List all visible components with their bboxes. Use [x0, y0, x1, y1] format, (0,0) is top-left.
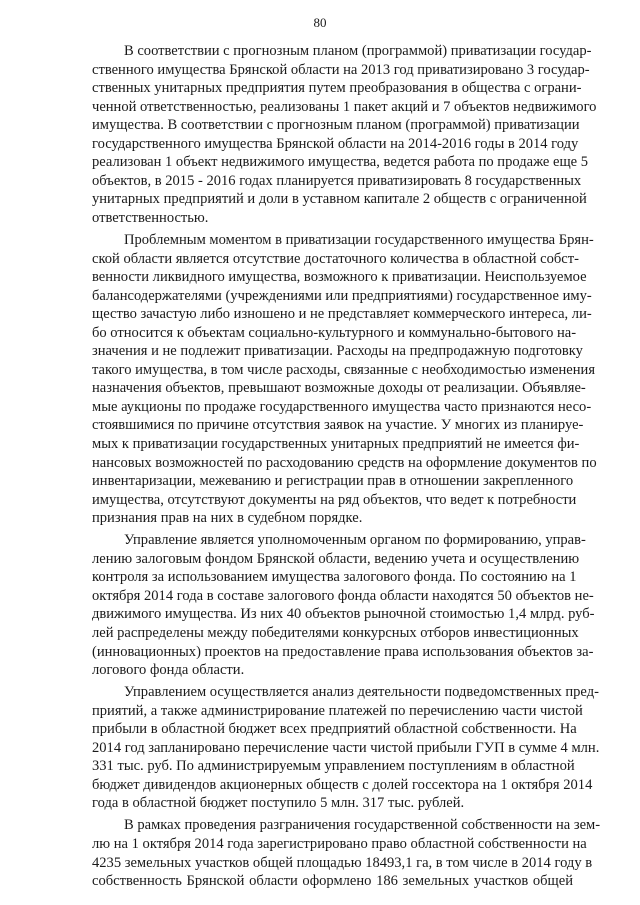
- text-line: реализован 1 объект недвижимого имущества, ведется работа по продаже еще 5: [92, 154, 589, 171]
- text-line: логового фонда области.: [92, 662, 245, 679]
- text-line: 2014 год запланировано перечисление части чистой прибыли ГУП в сумме 4 млн.: [92, 739, 600, 756]
- body-text: [92, 42, 601, 894]
- text-line: Управлением осуществляется анализ деятельности подведомственных пред-: [124, 684, 599, 701]
- text-line: приятий, а также администрирование платежей по перечислению части чистой: [92, 702, 583, 719]
- text-line: ственных унитарных предприятия путем преобразования в общества с ограни-: [92, 80, 582, 97]
- text-line: значения и не подлежит приватизации. Расходы на предпродажную подготовку: [92, 343, 583, 360]
- text-line: унитарных предприятий и доли в уставном капитале 2 обществ с ограниченной: [92, 191, 587, 208]
- paragraph-enterprise-profit: [92, 683, 600, 813]
- text-line: инвентаризации, межеванию и регистрации прав в отношении закрепленного: [92, 473, 574, 490]
- page-number: 80: [313, 15, 327, 30]
- text-line: ской области является отсутствие достаточного количества в областной собст-: [92, 250, 579, 267]
- text-line: мые аукционы по продаже государственного имущества часто признаются несо-: [92, 398, 592, 415]
- text-line: лению залоговым фондом Брянской области, ведению учета и осуществлению: [92, 550, 580, 567]
- text-line: щество зачастую либо изношено и не представляет коммерческого интереса, ли-: [92, 306, 592, 323]
- text-line: имущества, отсутствуют документы на ряд объектов, что ведет к потребности: [92, 491, 577, 508]
- text-line: В рамках проведения разграничения государственной собственности на зем-: [124, 817, 601, 834]
- text-line: мых к приватизации государственных унитарных предприятий не имеется фи-: [92, 435, 580, 452]
- text-line: года в областной бюджет поступило 5 млн. 317 тыс. рублей.: [92, 795, 465, 812]
- text-line: венности ликвидного имущества, возможного к приватизации. Неиспользуемое: [92, 269, 587, 286]
- text-line: 4235 земельных участков общей площадью 18493,1 га, в том числе в 2014 году в: [92, 854, 593, 871]
- text-line: ченной ответственностью, реализованы 1 пакет акций и 7 объектов недвижимого: [92, 98, 597, 115]
- text-line: собственность Брянской области оформлено 186 земельных участков общей: [92, 873, 573, 890]
- text-line: государственного имущества Брянской области на 2014-2016 годы в 2014 году: [92, 135, 579, 152]
- text-line: Управление является уполномоченным органом по формированию, управ-: [124, 532, 586, 549]
- text-line: такого имущества, в том числе расходы, связанные с необходимостью изменения: [92, 361, 596, 378]
- text-line: ответственностью.: [92, 209, 209, 226]
- text-line: (инновационных) проектов на предоставление права использования объектов за-: [92, 643, 594, 660]
- text-line: бо относится к объектам социально-культурного и коммунально-бытового на-: [92, 324, 577, 341]
- text-line: нансовых возможностей по расходованию средств на оформление документов по: [92, 454, 597, 471]
- text-line: прибыли в областной бюджет всех предприятий областной собственности. На: [92, 721, 577, 738]
- text-line: бюджет дивидендов акционерных обществ с долей госсектора на 1 октября 2014: [92, 776, 593, 793]
- text-line: 331 тыс. руб. По администрируемым управлением поступлениям в областной: [92, 758, 575, 775]
- text-line: стоявшимися по причине отсутствия заявок на участие. У многих из планируе-: [92, 417, 584, 434]
- text-line: контроля за использованием имущества залогового фонда. По состоянию на 1: [92, 569, 577, 586]
- paragraph-privatization-problems: [92, 231, 597, 528]
- paragraph-collateral-fund: [92, 531, 595, 679]
- text-line: октября 2014 года в составе залогового фонда области находятся 50 объектов не-: [92, 587, 594, 604]
- text-line: В соответствии с прогнозным планом (программой) приватизации государ-: [124, 43, 592, 59]
- text-line: лю на 1 октября 2014 года зарегистрировано право областной собственности на: [92, 835, 587, 852]
- text-line: движимого имущества. Из них 40 объектов рыночной стоимостью 1,4 млрд. руб-: [92, 606, 595, 623]
- text-line: лей распределены между победителями конкурсных отборов инвестиционных: [92, 624, 579, 641]
- text-line: признания прав на них в судебном порядке.: [92, 510, 363, 527]
- text-line: Проблемным моментом в приватизации государственного имущества Брян-: [124, 231, 594, 248]
- text-line: ственного имущества Брянской области на 2013 год приватизировано 3 государ-: [92, 61, 590, 78]
- text-line: имущества. В соответствии с прогнозным планом (программой) приватизации: [92, 117, 580, 134]
- paragraph-land-delimitation: [92, 816, 601, 890]
- text-line: назначения объектов, превышают возможные доходы от реализации. Объявляе-: [92, 380, 586, 397]
- text-line: объектов, в 2015 - 2016 годах планируется приватизировать 8 государственных: [92, 172, 582, 189]
- text-line: балансодержателями (учреждениями или предприятиями) государственное иму-: [92, 287, 592, 304]
- paragraph-privatization-plan: [92, 42, 597, 227]
